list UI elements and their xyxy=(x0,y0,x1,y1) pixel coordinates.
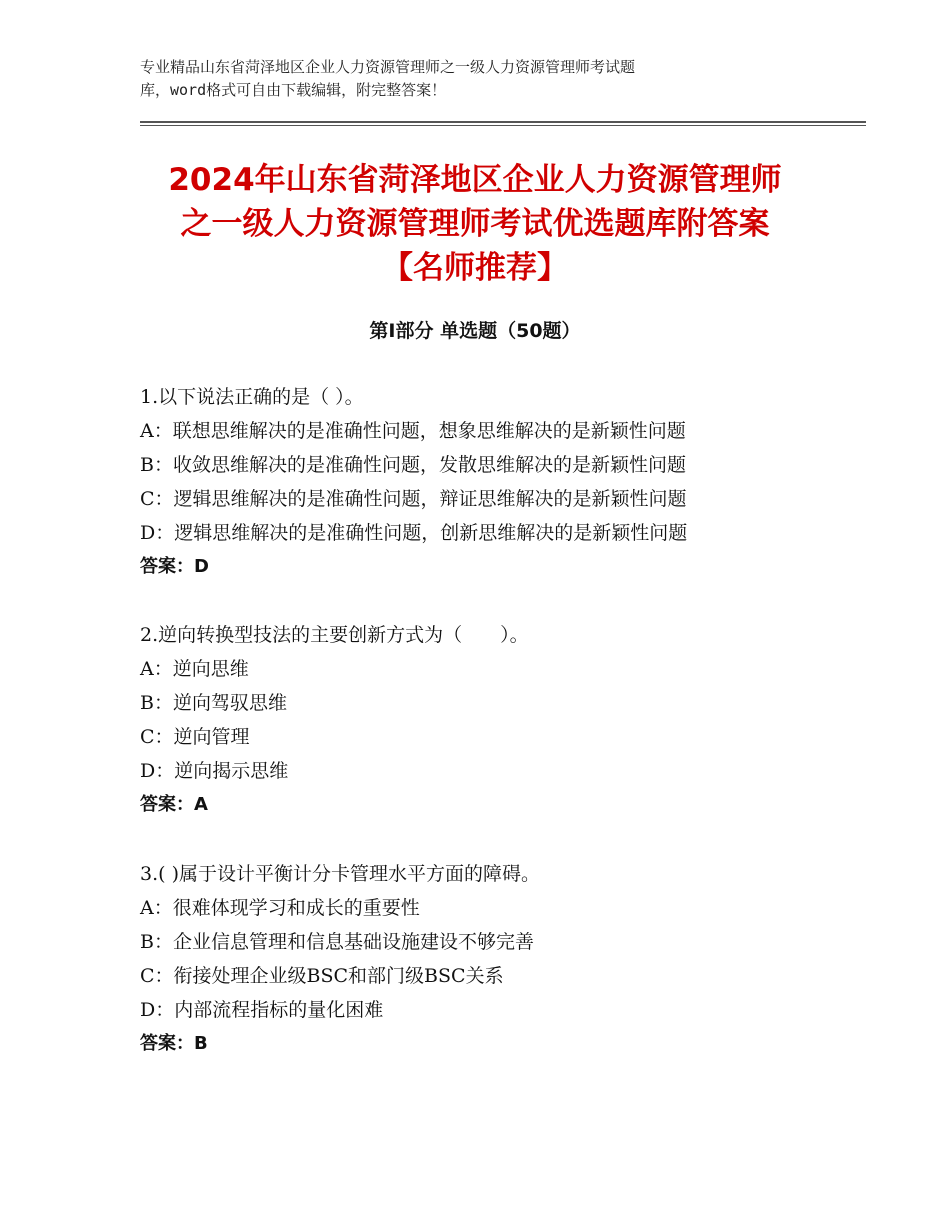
answer: 答案：D xyxy=(140,556,209,577)
question-2 xyxy=(140,622,860,826)
option-c: C：逆向管理 xyxy=(140,726,250,748)
header-note-line-1: 专业精品山东省菏泽地区企业人力资源管理师之一级人力资源管理师考试题 xyxy=(140,58,636,76)
answer: 答案：B xyxy=(140,1033,208,1054)
section-heading: 第Ⅰ部分 单选题（50题） xyxy=(369,320,581,342)
answer: 答案：A xyxy=(140,794,208,815)
option-b: B：收敛思维解决的是准确性问题，发散思维解决的是新颖性问题 xyxy=(140,454,686,476)
option-d: D：逆向揭示思维 xyxy=(140,760,289,782)
option-d: D：逻辑思维解决的是准确性问题，创新思维解决的是新颖性问题 xyxy=(140,522,688,544)
option-c: C：逻辑思维解决的是准确性问题，辩证思维解决的是新颖性问题 xyxy=(140,488,687,510)
option-a: A：逆向思维 xyxy=(140,658,249,680)
title-line-2: 之一级人力资源管理师考试优选题库附答案 xyxy=(180,206,770,242)
question-3 xyxy=(140,861,860,1065)
title-line-1: 2024年山东省菏泽地区企业人力资源管理师 xyxy=(168,162,782,198)
option-b: B：企业信息管理和信息基础设施建设不够完善 xyxy=(140,931,534,953)
question-stem: 2.逆向转换型技法的主要创新方式为（ ）。 xyxy=(140,624,529,646)
option-b: B：逆向驾驭思维 xyxy=(140,692,287,714)
option-a: A：联想思维解决的是准确性问题，想象思维解决的是新颖性问题 xyxy=(140,420,686,442)
option-d: D：内部流程指标的量化困难 xyxy=(140,999,384,1021)
option-a: A：很难体现学习和成长的重要性 xyxy=(140,897,420,919)
title-line-3: 【名师推荐】 xyxy=(382,250,568,286)
header-rule-thick xyxy=(140,121,866,123)
option-c: C：衔接处理企业级BSC和部门级BSC关系 xyxy=(140,965,504,987)
question-stem: 1.以下说法正确的是（ ）。 xyxy=(140,386,364,408)
document-title xyxy=(120,158,830,290)
header-rule-thin xyxy=(140,125,866,126)
question-stem: 3.( )属于设计平衡计分卡管理水平方面的障碍。 xyxy=(140,863,540,885)
question-1 xyxy=(140,384,860,588)
header-note-line-2: 库，word格式可自由下载编辑，附完整答案！ xyxy=(140,81,447,99)
header-note xyxy=(140,56,780,102)
